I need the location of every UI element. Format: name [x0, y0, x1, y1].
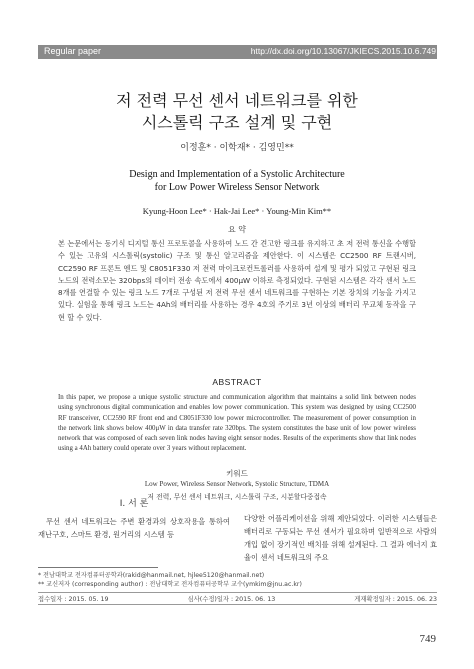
received-date: 접수일자 : 2015. 05. 19 — [38, 596, 109, 603]
keywords-heading: 키워드 — [226, 469, 248, 478]
korean-title-line2: 시스톨릭 구조 설계 및 구현 — [141, 113, 333, 132]
korean-abstract: 본 논문에서는 동기식 디지털 통신 프로토콜을 사용하여 노드 간 견고한 링크를 유지하고 초 저 전력 통신을 수행할 수 있는 고유의 시스톨릭(systolic) 구조 및 통신 알고리즘을 제안한다. 이 시스템은 CC2500 RF 트랜시버, CC2590 RF 프론트 엔드 및 C8051F330 저 전력 마이크로컨트롤러를 사용하여 설계 및 평가 되었고 구현된 링크 노드의 전력소모는 320bps의 데이터 전송 속도에서 400μW 이하로 측정되었다. 구현된 시스템은 각각 센서 노드 8개를 연결할 수 있는 링크 노드 7개로 구성된 저 전력 무선 센서 네트워크를 구현하는 기본 장치의 기능을 가지고 있다. 실험을 통해 링크 노드는 4Ah의 배터리를 사용하는 경우 4호의 주기로 3년 이상의 배터리 무교체 동작을 구현 할 수 있다. — [58, 239, 416, 322]
body-column-right — [244, 512, 437, 564]
intro-text-left: 무선 센서 네트워크는 주변 환경과의 상호작용을 통하여 재난구호, 스마트 환경, 원거리의 시스템 등 — [38, 517, 230, 539]
keywords-english: Low Power, Wireless Sensor Network, Systolic Structure, TDMA — [144, 480, 330, 488]
paper-type-label: Regular paper — [44, 46, 102, 56]
accepted-date: 게재확정일자 : 2015. 06. 23 — [354, 596, 437, 603]
doi-link[interactable]: http://dx.doi.org/10.13067/JKIECS.2015.10.6.749 — [250, 46, 436, 56]
english-title-line2: for Low Power Wireless Sensor Network — [154, 182, 320, 193]
section-heading: Ⅰ. 서 론 — [119, 499, 149, 509]
korean-title-line1: 저 전력 무선 센서 네트워크를 위한 — [116, 91, 358, 110]
english-abstract: In this paper, we propose a unique systolic structure and communication algorithm that maintains a solid link between nodes using synchronous digital communication and enables low power communication. This system was designed by using CC2500 RF transceiver, CC2590 RF front end and C8051F330 low power microcontroller. The measurement of power consumption in the network link shows below 400μW in data transfer rate 320bps. The system constitutes the base unit of low power wireless network that was composed of each seven link nodes having eight sensor nodes. Results of the experiments show that link nodes using a 4Ah battery could operate over 3 years without replacement. — [58, 394, 416, 453]
korean-abstract-heading: 요 약 — [228, 225, 246, 234]
intro-text-right: 다양한 어플리케이션을 위해 제안되었다. 이러한 시스템들은 배터리로 구동되는 무선 센서가 필요하며 일반적으로 사람의 개입 없이 장기적인 배치를 위해 설계된다. 그 결과 에너지 효율이 센서 네트워크의 주요 — [244, 514, 437, 562]
submission-dates — [38, 592, 437, 605]
english-title — [0, 168, 474, 194]
revised-date: 심사(수정)일자 : 2015. 06. 13 — [187, 596, 276, 603]
korean-title — [0, 90, 474, 134]
korean-authors: 이정훈* · 이학재* · 김영민** — [180, 143, 294, 153]
footnote-affiliation: * 전남대학교 전자컴퓨터공학과(rakid@hanmail.net, hjlee5120@hanmail.net) — [38, 572, 265, 579]
abstract-heading: ABSTRACT — [212, 377, 262, 387]
body-column-left — [38, 499, 230, 541]
keywords-korean: 저 전력, 무선 센서 네트워크, 시스톨릭 구조, 시분할다중접속 — [147, 493, 327, 501]
footnote-corresponding: ** 교신저자 (corresponding author) : 전남대학교 전자컴퓨터공학부 교수(ymkim@jnu.ac.kr) — [38, 581, 302, 588]
page-number: 749 — [419, 633, 436, 645]
english-title-line1: Design and Implementation of a Systolic Architecture — [129, 169, 345, 180]
footnote-rule — [38, 567, 158, 568]
english-authors: Kyung-Hoon Lee* · Hak-Jai Lee* · Young-Min Kim** — [142, 206, 332, 216]
